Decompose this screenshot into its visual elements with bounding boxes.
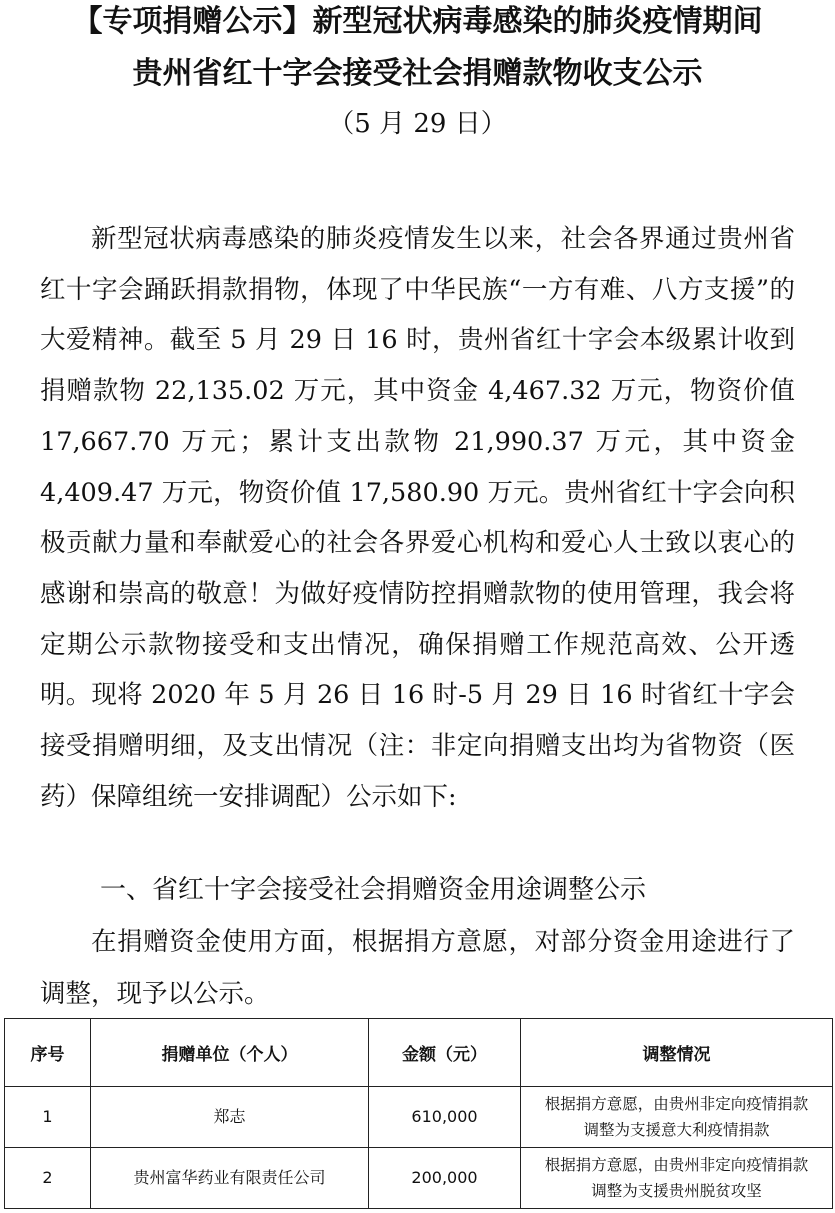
cell-serial: 2 [5, 1148, 91, 1209]
cell-adjustment [521, 1148, 833, 1209]
table-header-row [5, 1019, 833, 1087]
adjustment-line2: 调整为支援贵州脱贫攻坚 [591, 1182, 762, 1200]
document-date: （5 月 29 日） [328, 109, 507, 139]
document-title-line2: 贵州省红十字会接受社会捐赠款物收支公示 [132, 56, 703, 91]
header-serial: 序号 [5, 1019, 91, 1087]
header-donor: 捐赠单位（个人） [91, 1019, 369, 1087]
adjustment-line1: 根据捐方意愿，由贵州非定向疫情捐款 [544, 1156, 809, 1174]
adjustment-table [4, 1018, 833, 1209]
cell-serial: 1 [5, 1087, 91, 1148]
cell-donor: 郑志 [91, 1087, 369, 1148]
adjustment-line2: 调整为支援意大利疫情捐款 [583, 1121, 770, 1139]
header-amount: 金额（元） [369, 1019, 521, 1087]
cell-amount: 610,000 [369, 1087, 521, 1148]
table-row [5, 1148, 833, 1209]
cell-donor: 贵州富华药业有限责任公司 [91, 1148, 369, 1209]
section-heading: 一、省红十字会接受社会捐赠资金用途调整公示 [100, 875, 647, 905]
header-adjustment: 调整情况 [521, 1019, 833, 1087]
intro-paragraph: 新型冠状病毒感染的肺炎疫情发生以来，社会各界通过贵州省红十字会踊跃捐款捐物，体现了中华民族“一方有难、八方支援”的大爱精神。截至 5 月 29 日 16 时，贵州省红十字会本级累计收到捐赠款物 22,135.02 万元，其中资金 4,467.32 万元，物资价值 17,667.70 万元；累计支出款物 21,990.37 万元，其中资金 4,409.47 万元，物资价值 17,580.90 万元。贵州省红十字会向积极贡献力量和奉献爱心的社会各界爱心机构和爱心人士致以衷心的感谢和崇高的敬意！为做好疫情防控捐赠款物的使用管理，我会将定期公示款物接受和支出情况，确保捐赠工作规范高效、公开透明。现将 2020 年 5 月 26 日 16 时-5 月 29 日 16 时省红十字会接受捐赠明细，及支出情况（注：非定向捐赠支出均为省物资（医药）保障组统一安排调配）公示如下: [40, 224, 795, 812]
adjustment-line1: 根据捐方意愿，由贵州非定向疫情捐款 [544, 1095, 809, 1113]
table-row [5, 1087, 833, 1148]
document-title-line1: 【专项捐赠公示】新型冠状病毒感染的肺炎疫情期间 [72, 4, 763, 39]
cell-adjustment [521, 1087, 833, 1148]
cell-amount: 200,000 [369, 1148, 521, 1209]
section-paragraph: 在捐赠资金使用方面，根据捐方意愿，对部分资金用途进行了调整，现予以公示。 [40, 927, 795, 1009]
